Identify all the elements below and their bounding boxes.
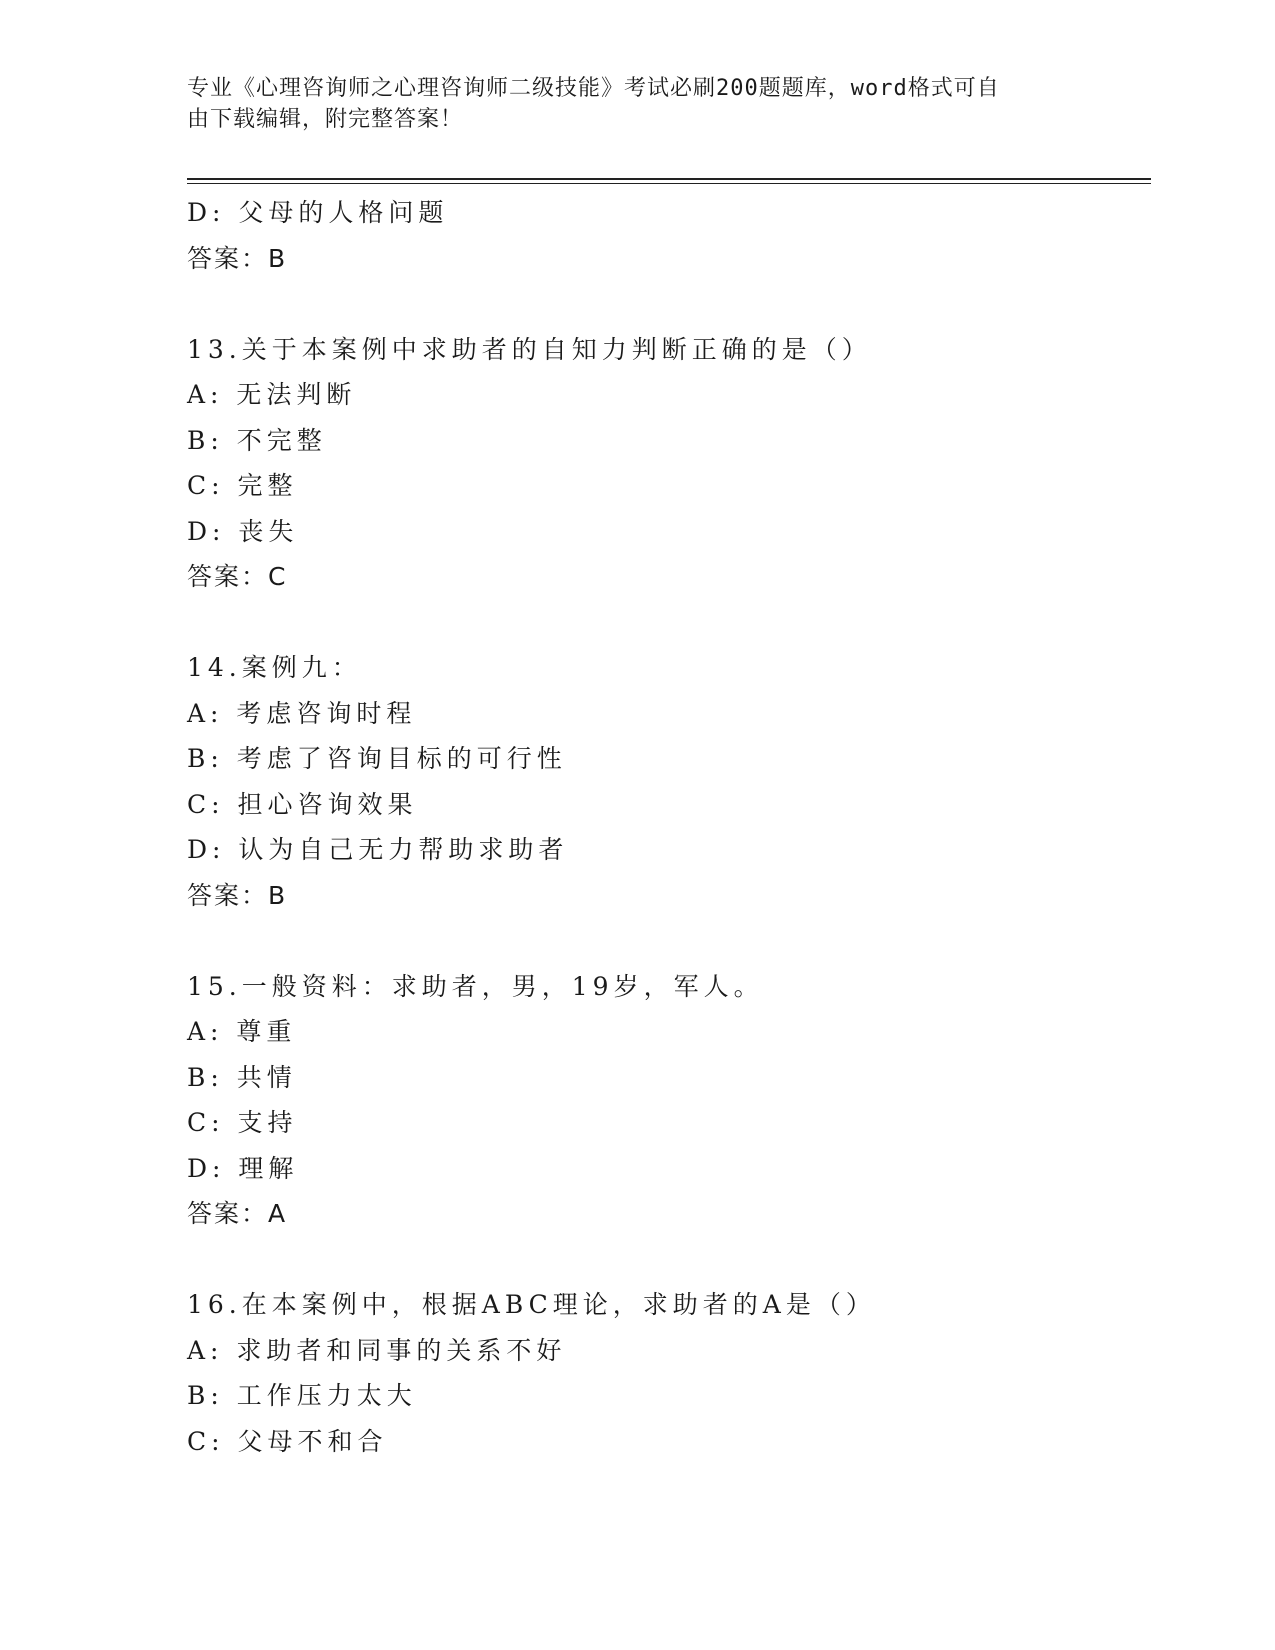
answer-line: 答案：B (187, 243, 288, 273)
question-13 (187, 327, 1147, 600)
option-d: D: 丧失 (187, 516, 299, 546)
option-b: B: 不完整 (187, 425, 327, 455)
question-16 (187, 1282, 1147, 1464)
question-15 (187, 964, 1147, 1237)
option-c: C: 担心咨询效果 (187, 789, 418, 819)
question-14 (187, 645, 1147, 918)
option-a: A: 无法判断 (187, 380, 357, 409)
option-b: B: 共情 (187, 1062, 297, 1092)
option-d: D: 认为自己无力帮助求助者 (187, 835, 569, 864)
option-a: A: 考虑咨询时程 (187, 698, 417, 728)
answer-line: 答案：B (187, 880, 288, 910)
question-stem: 15.一般资料：求助者，男，19岁，军人。 (187, 971, 764, 1001)
question-stem: 14.案例九： (187, 653, 362, 682)
header-divider-thick (187, 178, 1151, 180)
option-d: D: 父母的人格问题 (187, 198, 449, 227)
answer-line: 答案：C (187, 562, 288, 591)
option-a: A: 尊重 (187, 1017, 297, 1046)
spacer (187, 918, 1147, 964)
header-divider-thin (187, 183, 1151, 184)
spacer (187, 600, 1147, 646)
option-b: B: 考虑了咨询目标的可行性 (187, 744, 567, 773)
header-line-1: 专业《心理咨询师之心理咨询师二级技能》考试必刷200题题库，word格式可自 (187, 76, 1000, 101)
document-header (187, 73, 1067, 135)
option-d: D: 理解 (187, 1153, 299, 1183)
question-stem: 13.关于本案例中求助者的自知力判断正确的是（） (187, 334, 872, 364)
option-c: C: 支持 (187, 1108, 298, 1137)
answer-line: 答案：A (187, 1199, 288, 1228)
question-stem: 16.在本案例中，根据ABC理论，求助者的A是（） (187, 1290, 876, 1319)
spacer (187, 281, 1147, 327)
spacer (187, 1237, 1147, 1283)
question-list (187, 190, 1147, 1464)
option-c: C: 父母不和合 (187, 1426, 388, 1456)
header-line-2: 由下载编辑，附完整答案！ (187, 107, 464, 132)
option-a: A: 求助者和同事的关系不好 (187, 1335, 567, 1365)
option-b: B: 工作压力太大 (187, 1381, 417, 1410)
option-c: C: 完整 (187, 471, 298, 500)
